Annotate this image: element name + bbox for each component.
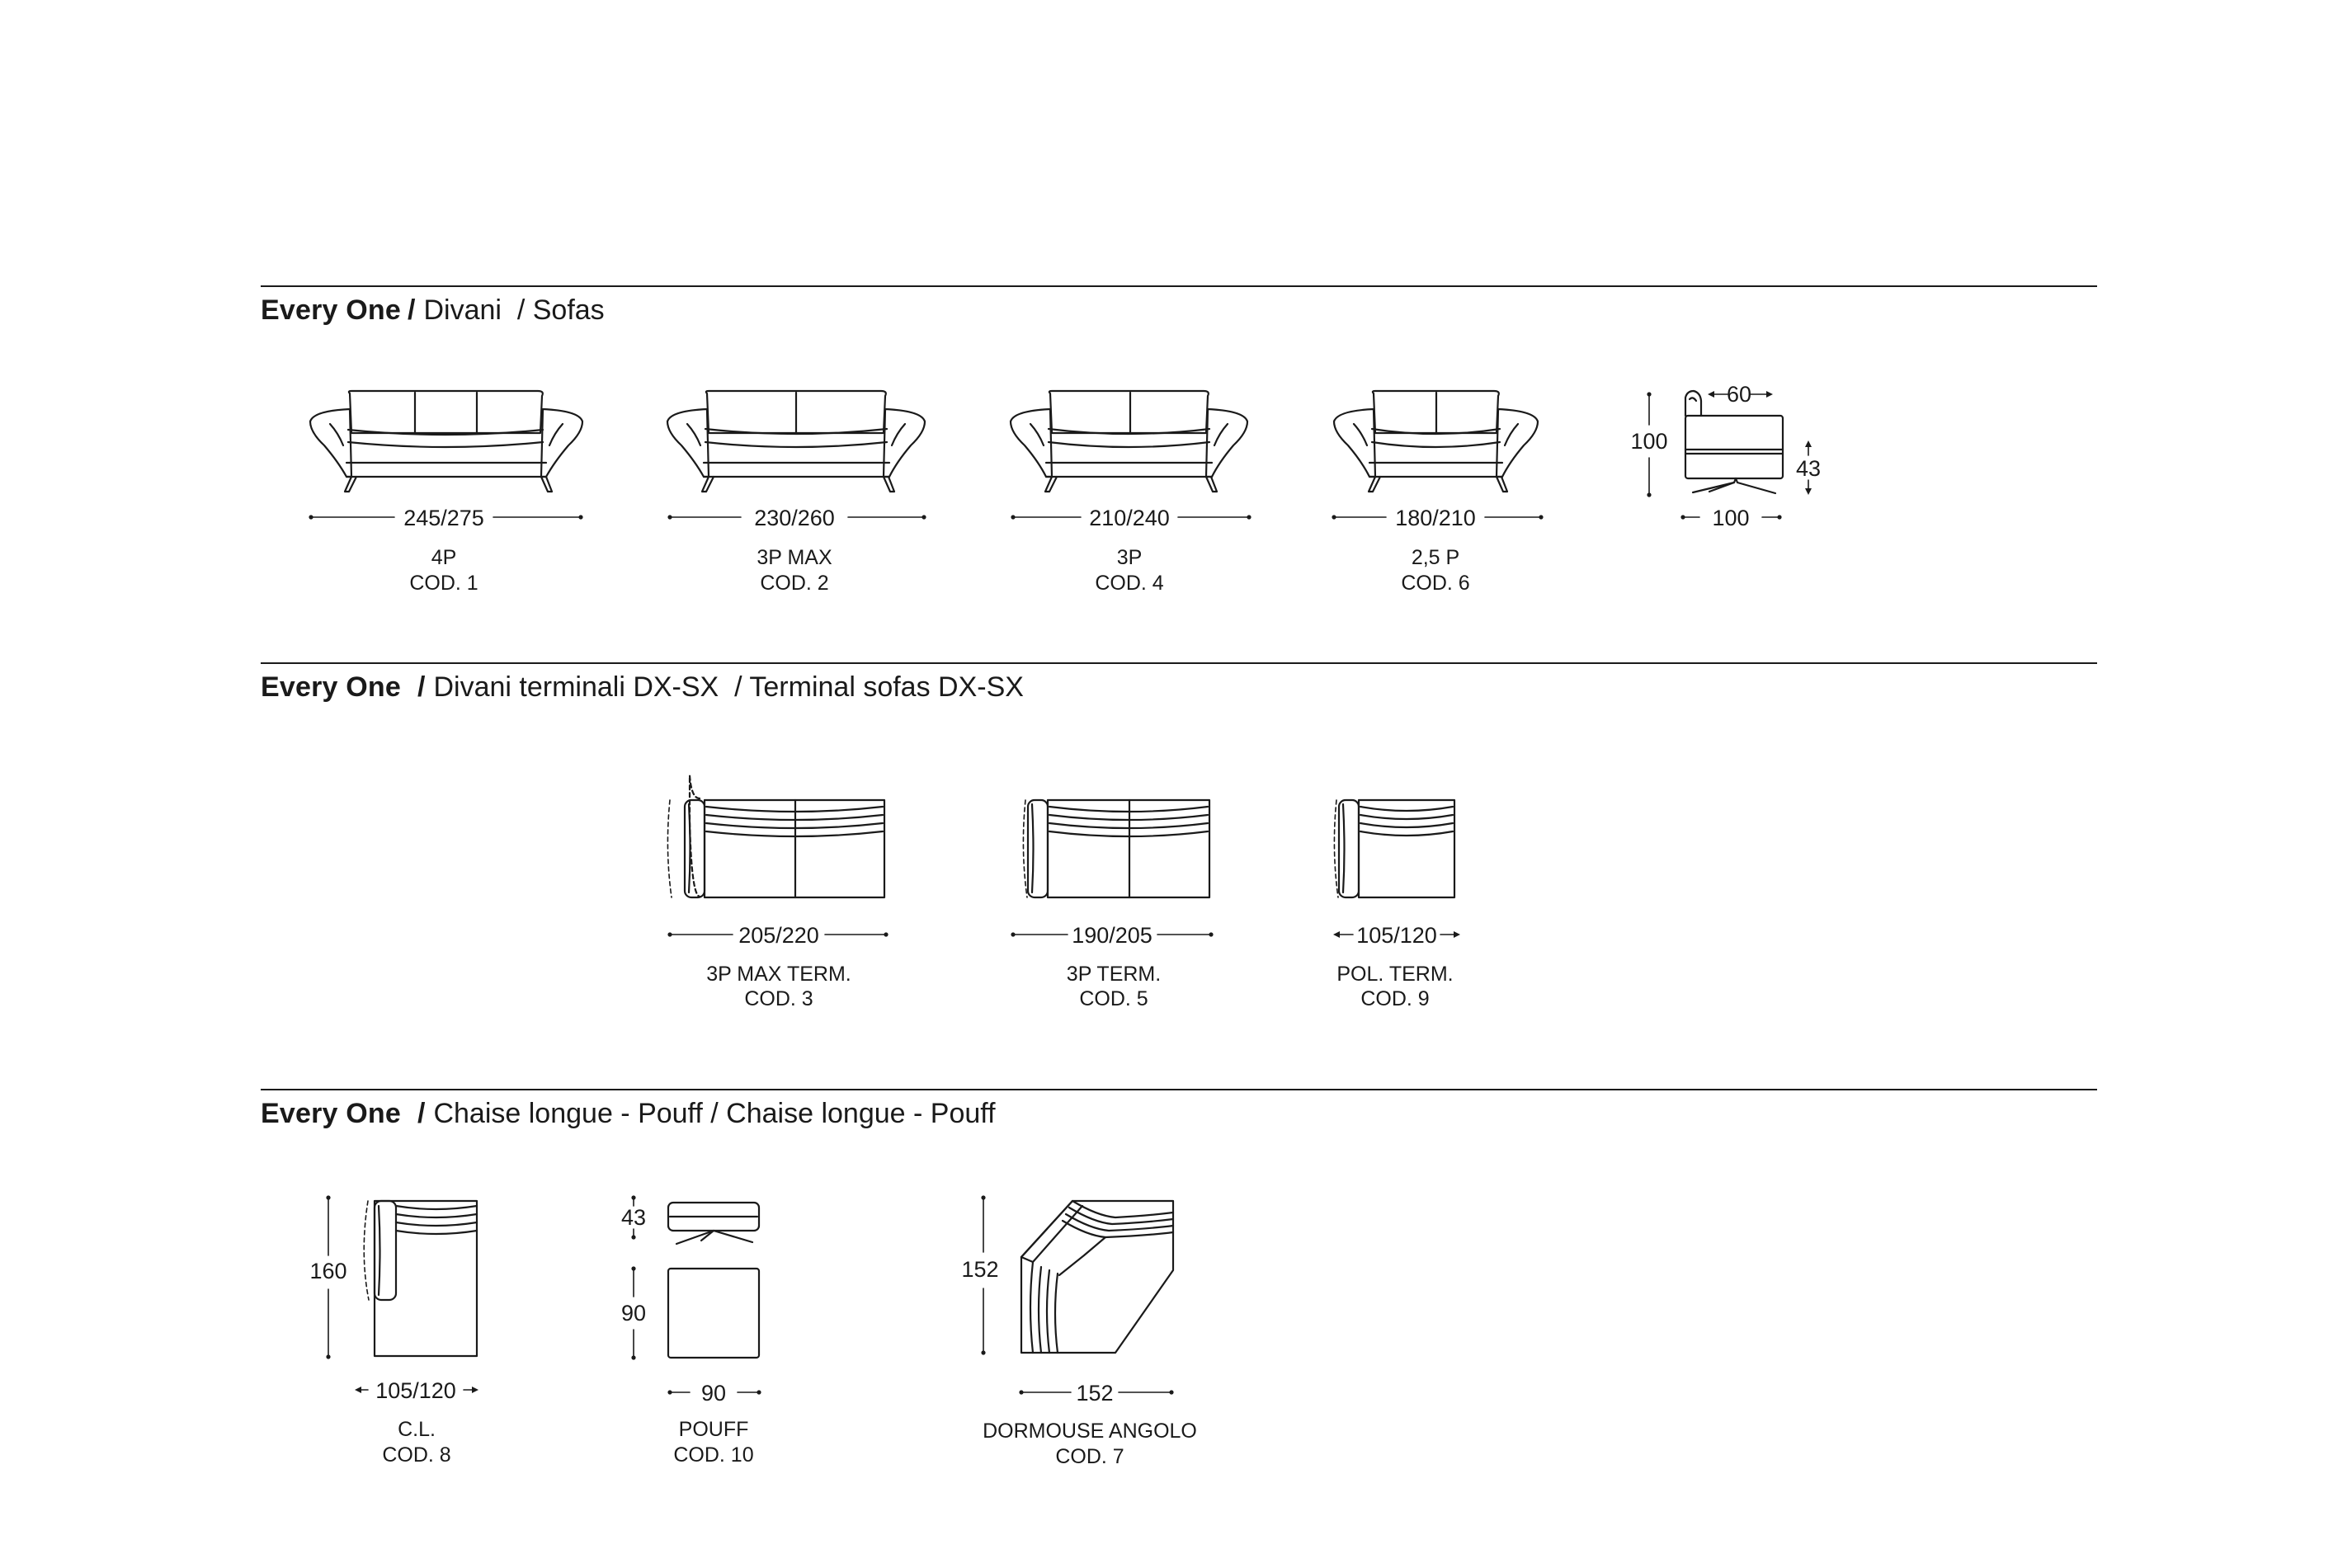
sofa-2-5p-drawing bbox=[1334, 391, 1538, 492]
brand-name: Every One bbox=[261, 1098, 402, 1129]
chaise-width-dimension: 105/120 bbox=[375, 1378, 456, 1403]
sofa-4p-name: 4P bbox=[431, 546, 457, 569]
pouff-dimension-lines bbox=[634, 1198, 759, 1392]
sofa-3p-width: 210/240 bbox=[1089, 506, 1170, 530]
terminal-pol-code: COD. 9 bbox=[1360, 987, 1430, 1010]
corner-name: DORMOUSE ANGOLO bbox=[983, 1420, 1197, 1443]
section-subtitle: Divani terminali DX-SX / Terminal sofas DX-SX bbox=[433, 671, 1024, 703]
pouff-dimension-ticks bbox=[631, 1195, 761, 1394]
terminal-3p-name: 3P TERM. bbox=[1066, 963, 1162, 986]
sofa-2-5p-name: 2,5 P bbox=[1411, 546, 1460, 569]
side-width-dimension: 100 bbox=[1712, 506, 1750, 530]
corner-dimension-lines bbox=[983, 1198, 1171, 1392]
terminal-pol-width: 105/120 bbox=[1356, 923, 1437, 948]
terminal-3p-max-drawing bbox=[667, 775, 884, 897]
corner-width-dimension: 152 bbox=[1076, 1381, 1114, 1406]
sofa-3p-drawing bbox=[1011, 391, 1247, 492]
section-subtitle: Chaise longue - Pouff / Chaise longue - Pouff bbox=[433, 1098, 996, 1129]
pouff-top-drawing bbox=[668, 1269, 759, 1358]
corner-dimension-ticks bbox=[981, 1195, 1173, 1394]
pouff-height-dimension: 43 bbox=[620, 1205, 647, 1230]
corner-height-dimension: 152 bbox=[961, 1257, 999, 1282]
chaise-code: COD. 8 bbox=[382, 1443, 451, 1467]
chaise-longue-drawing bbox=[364, 1201, 477, 1356]
sofa-3p-max-name: 3P MAX bbox=[757, 546, 832, 569]
side-view-dimension-lines bbox=[1649, 394, 1808, 517]
pouff-name: POUFF bbox=[678, 1418, 749, 1441]
brand-name: Every One bbox=[261, 671, 402, 703]
side-view-dimension-arrows bbox=[1647, 391, 1812, 520]
terminal-3p-max-width: 205/220 bbox=[738, 923, 819, 948]
sofa-3p-name: 3P bbox=[1116, 546, 1143, 569]
sofa-4p-width: 245/275 bbox=[403, 506, 484, 530]
sofa-2-5p-code: COD. 6 bbox=[1401, 572, 1470, 595]
terminal-3p-width: 190/205 bbox=[1072, 923, 1153, 948]
corner-unit-drawing bbox=[1021, 1201, 1173, 1353]
terminal-3p-max-name: 3P MAX TERM. bbox=[706, 963, 851, 986]
chaise-name: C.L. bbox=[398, 1418, 436, 1441]
sofa-4p-code: COD. 1 bbox=[409, 572, 478, 595]
chaise-length-dimension: 160 bbox=[309, 1259, 347, 1283]
terminal-pol-drawing bbox=[1334, 800, 1454, 897]
sofa-3p-code: COD. 4 bbox=[1095, 572, 1164, 595]
side-height-dimension: 100 bbox=[1630, 429, 1668, 454]
sofa-3p-max-width: 230/260 bbox=[754, 506, 835, 530]
chaise-dimension-lines bbox=[328, 1198, 475, 1390]
heading-separator: / bbox=[417, 1098, 426, 1129]
heading-separator: / bbox=[417, 671, 426, 703]
terminal-3p-drawing bbox=[1023, 800, 1209, 897]
section-subtitle: Divani / Sofas bbox=[423, 294, 605, 326]
corner-code: COD. 7 bbox=[1055, 1445, 1124, 1468]
terminal-pol-name: POL. TERM. bbox=[1336, 963, 1454, 986]
side-depth-dimension: 60 bbox=[1726, 382, 1752, 407]
terminal-3p-code: COD. 5 bbox=[1079, 987, 1148, 1010]
sofa-3p-max-code: COD. 2 bbox=[760, 572, 829, 595]
terminal-3p-max-code: COD. 3 bbox=[744, 987, 813, 1010]
sofa-3p-max-drawing bbox=[667, 391, 925, 492]
pouff-code: COD. 10 bbox=[673, 1443, 754, 1467]
sofa-2-5p-width: 180/210 bbox=[1395, 506, 1476, 530]
pouff-side-drawing bbox=[668, 1203, 759, 1244]
heading-separator: / bbox=[408, 294, 416, 326]
sofa-4p-drawing bbox=[310, 391, 582, 492]
brand-name: Every One bbox=[261, 294, 402, 326]
side-seat-height-dimension: 43 bbox=[1795, 456, 1822, 481]
pouff-depth-dimension: 90 bbox=[620, 1301, 647, 1326]
pouff-width-dimension: 90 bbox=[700, 1381, 727, 1406]
